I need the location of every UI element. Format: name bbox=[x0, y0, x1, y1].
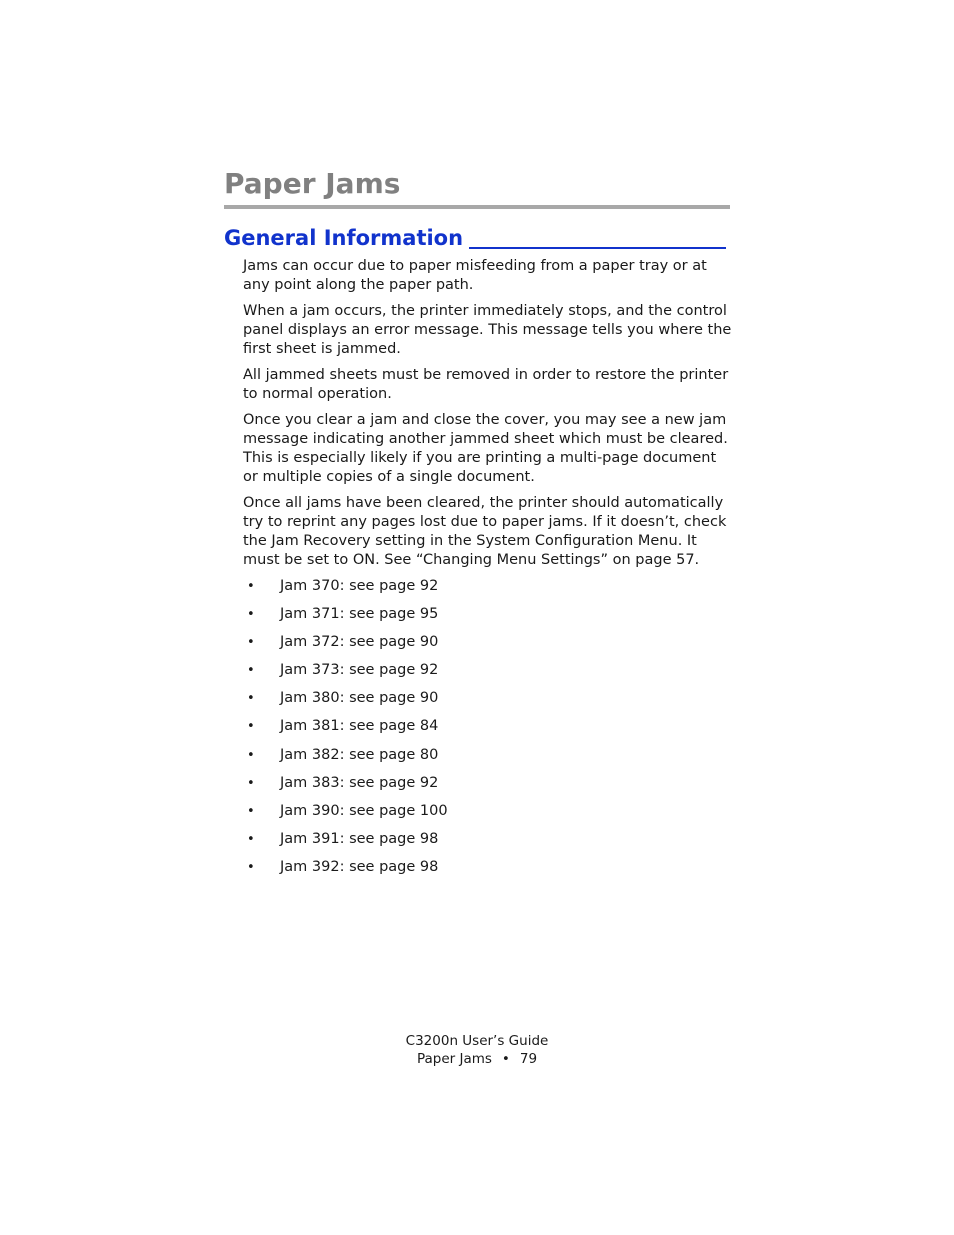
jam-item-text: Jam 391: see page 98 bbox=[280, 830, 439, 847]
bullet-icon: • bbox=[247, 663, 255, 679]
list-item bbox=[243, 774, 733, 802]
page-title: Paper Jams bbox=[224, 167, 401, 200]
bullet-icon: • bbox=[247, 719, 255, 735]
jam-item-text: Jam 383: see page 92 bbox=[280, 774, 439, 791]
jam-item-text: Jam 392: see page 98 bbox=[280, 858, 439, 875]
paragraph-reprint: Once all jams have been cleared, the printer should automatically try to reprint any pages lost due to paper jams. If it doesn’t, check the Jam Recovery setting in the System Configuration Menu. It must be set to ON. See “Changing Menu Settings” on page 57. bbox=[243, 495, 727, 568]
footer-page-number: 79 bbox=[519, 1051, 538, 1067]
list-item bbox=[243, 802, 733, 830]
list-item bbox=[243, 577, 733, 605]
bullet-icon: • bbox=[247, 607, 255, 623]
bullet-icon: • bbox=[247, 803, 255, 819]
list-item bbox=[243, 858, 733, 886]
jam-item-text: Jam 372: see page 90 bbox=[280, 634, 439, 651]
section-heading bbox=[224, 224, 730, 252]
section-heading-text: General Information bbox=[224, 226, 464, 250]
jam-item-text: Jam 370: see page 92 bbox=[280, 578, 439, 594]
section-heading-underline bbox=[469, 247, 726, 249]
jam-list bbox=[243, 577, 733, 886]
list-item bbox=[243, 689, 733, 717]
footer-guide-title: C3200n User’s Guide bbox=[405, 1033, 549, 1049]
body-text bbox=[243, 257, 733, 886]
list-item bbox=[243, 633, 733, 661]
bullet-icon: • bbox=[247, 859, 255, 875]
jam-item-text: Jam 382: see page 80 bbox=[280, 746, 439, 763]
bullet-icon: • bbox=[247, 635, 255, 651]
list-item bbox=[243, 830, 733, 858]
jam-item-text: Jam 380: see page 90 bbox=[280, 690, 439, 707]
paragraph-jam-occurs: When a jam occurs, the printer immediately stops, and the control panel displays an error message. This message tells you where the first sheet is jammed. bbox=[243, 303, 732, 357]
jam-item-text: Jam 371: see page 95 bbox=[280, 606, 439, 623]
page-footer bbox=[0, 1032, 954, 1068]
jam-item-text: Jam 373: see page 92 bbox=[280, 662, 439, 679]
bullet-icon: • bbox=[247, 775, 255, 791]
list-item bbox=[243, 605, 733, 633]
bullet-icon: • bbox=[247, 579, 255, 594]
title-rule bbox=[224, 205, 730, 209]
footer-separator: • bbox=[501, 1051, 510, 1067]
list-item bbox=[243, 746, 733, 774]
bullet-icon: • bbox=[247, 691, 255, 707]
paragraph-clear-jam: Once you clear a jam and close the cover, you may see a new jam message indicating another jammed sheet which must be cleared. This is especially likely if you are printing a multi-page document or multiple copies of a single document. bbox=[243, 412, 728, 485]
list-item bbox=[243, 717, 733, 745]
bullet-icon: • bbox=[247, 747, 255, 763]
list-item bbox=[243, 661, 733, 689]
jam-item-text: Jam 381: see page 84 bbox=[280, 718, 439, 735]
bullet-icon: • bbox=[247, 831, 255, 847]
footer-page-info bbox=[0, 1050, 954, 1068]
jam-item-text: Jam 390: see page 100 bbox=[280, 802, 448, 819]
footer-section-name: Paper Jams bbox=[416, 1051, 492, 1067]
paragraph-remove-sheets: All jammed sheets must be removed in order to restore the printer to normal operation. bbox=[243, 367, 729, 402]
paragraph-jam-causes: Jams can occur due to paper misfeeding from a paper tray or at any point along the paper path. bbox=[243, 258, 707, 293]
